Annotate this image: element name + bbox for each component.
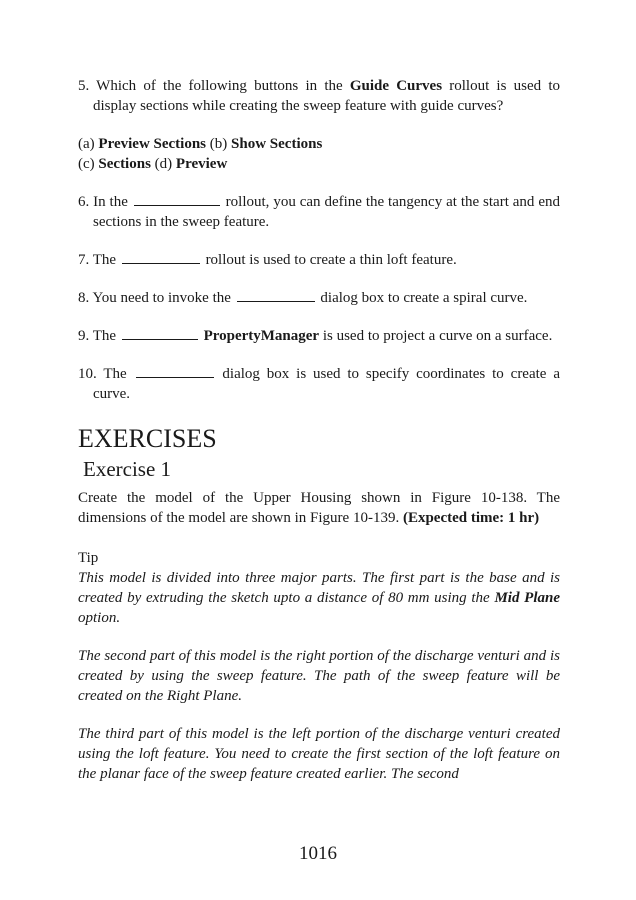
question-6-text: 6. In the [78, 194, 132, 210]
exercises-heading: EXERCISES [78, 424, 217, 453]
exercise-1-intro-text: Create the model of the Upper Housing shown in Figure 10-138. The dimensions of the model are shown in Figure 10-139. [78, 490, 560, 526]
question-7 [78, 250, 560, 270]
page-content [78, 76, 560, 784]
tip-paragraph-1-bold: Mid Plane [494, 590, 560, 606]
question-5-text: 5. Which of the following buttons in the [78, 78, 350, 94]
question-9-text-end: is used to project a curve on a surface. [319, 328, 553, 344]
question-10-text: 10. The [78, 366, 134, 382]
option-d-label: (d) [150, 156, 176, 172]
expected-time: (Expected time: 1 hr) [402, 510, 540, 526]
question-5-text-end: rollout is used to display sections while creating the sweep feature with guide curves? [93, 78, 560, 114]
tip-paragraph-3: The third part of this model is the left portion of the discharge venturi created using the loft feature. You need to create the first section of the loft feature on the planar face of the sweep feature created earlier. The second [78, 726, 560, 782]
option-d-text: Preview [175, 156, 228, 172]
answer-blank [122, 252, 200, 264]
tip-paragraph-1-text: This model is divided into three major parts. The first part is the base and is created by extruding the sketch upto a distance of 80 mm using the [78, 570, 560, 606]
option-b-text: Show Sections [231, 136, 323, 152]
question-5-options-ab [78, 134, 560, 154]
exercise-1-intro [78, 488, 560, 528]
option-b-label: (b) [206, 136, 232, 152]
question-9-text: 9. The [78, 328, 120, 344]
option-c-label: (c) [78, 156, 99, 172]
option-c-text: Sections [98, 156, 151, 172]
question-7-text-end: rollout is used to create a thin loft feature. [201, 252, 457, 268]
exercise-1-title: Exercise 1 [83, 457, 172, 481]
question-5-options-cd [78, 154, 560, 174]
question-6-text-end: rollout, you can define the tangency at the start and end sections in the sweep feature. [93, 194, 560, 230]
option-a-label: (a) [78, 136, 99, 152]
question-8-text: 8. You need to invoke the [78, 290, 235, 306]
question-7-text: 7. The [78, 252, 120, 268]
tip-paragraph-1-text-end: option. [78, 610, 121, 626]
tip-label: Tip [78, 550, 99, 566]
question-5 [78, 76, 560, 116]
question-5-bold: Guide Curves [349, 78, 443, 94]
option-a-text: Preview Sections [98, 136, 207, 152]
answer-blank [136, 366, 214, 378]
answer-blank [122, 328, 198, 340]
question-10 [78, 364, 560, 404]
question-6 [78, 192, 560, 232]
tip-paragraph-2: The second part of this model is the right portion of the discharge venturi and is created by using the sweep feature. The path of the sweep feature will be created on the Right Plane. [78, 648, 560, 704]
page-number: 1016 [299, 843, 337, 864]
answer-blank [134, 194, 220, 206]
question-9-bold: PropertyManager [203, 328, 320, 344]
question-8 [78, 288, 560, 308]
question-8-text-end: dialog box to create a spiral curve. [316, 290, 528, 306]
answer-blank [237, 290, 315, 302]
tip-paragraph-1 [78, 568, 560, 628]
question-10-text-end: dialog box is used to specify coordinates to create a curve. [93, 366, 560, 402]
question-9 [78, 326, 560, 346]
